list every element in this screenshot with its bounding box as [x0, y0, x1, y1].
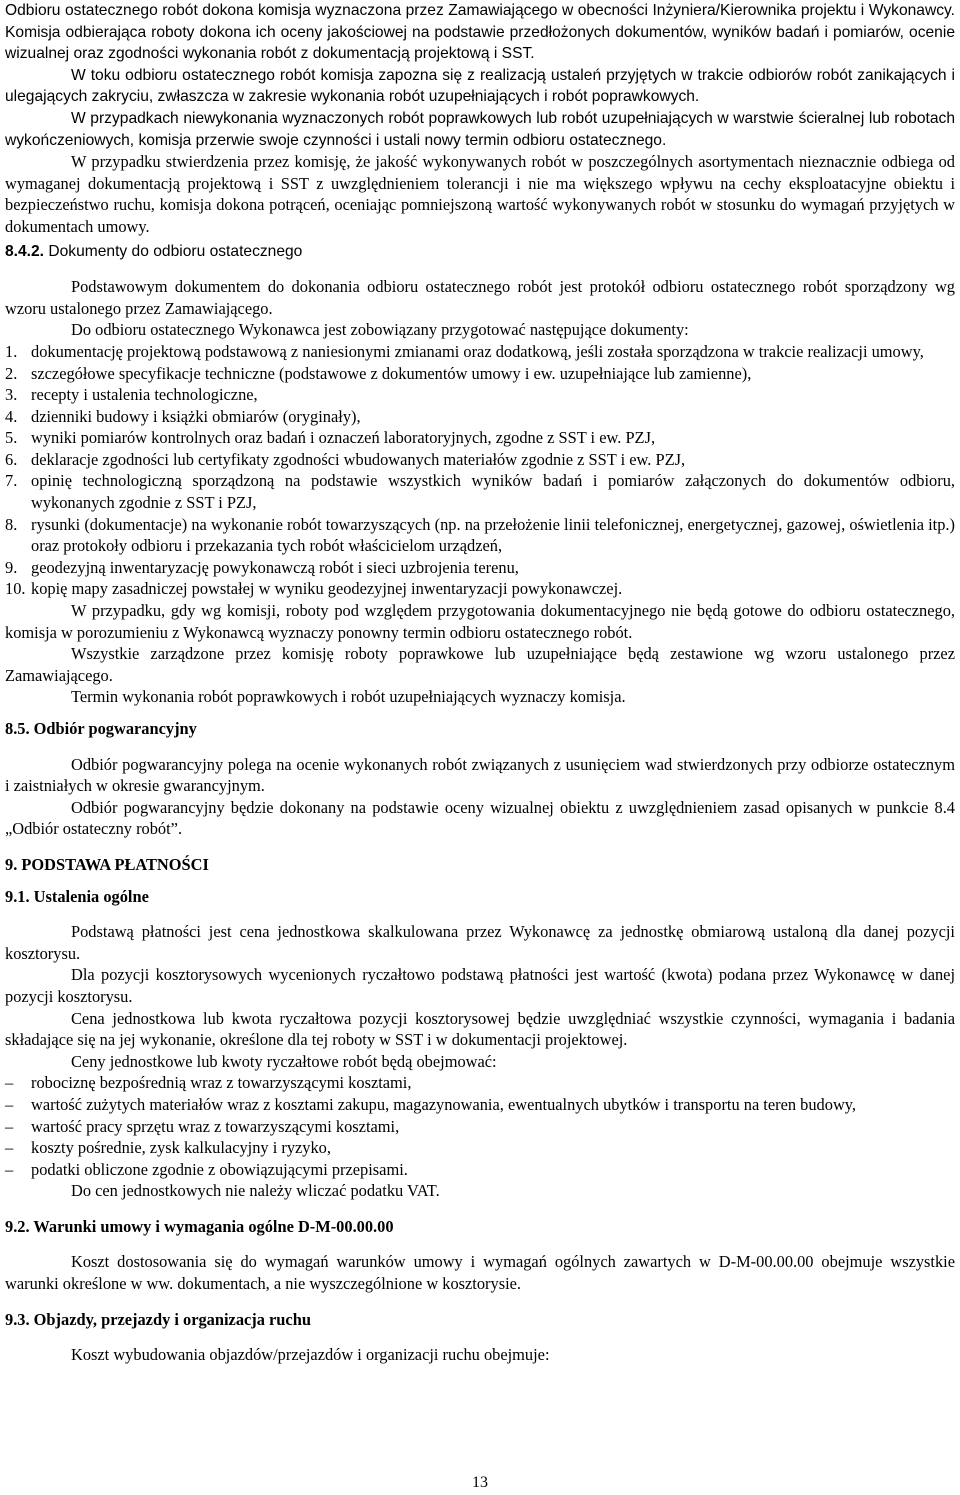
list-item: 5. wyniki pomiarów kontrolnych oraz badań i oznaczeń laboratoryjnych, zgodne z SST i ew. PZJ, [5, 428, 656, 448]
section-93-heading: 9.3. Objazdy, przejazdy i organizacja ruchu [5, 1309, 311, 1329]
list-item: 9. geodezyjną inwentaryzację powykonawczą robót i sieci uzbrojenia terenu, [5, 557, 519, 577]
paragraph-non-execution: W przypadkach niewykonania wyznaczonych robót poprawkowych lub robót uzupełniających w warstwie ścieralnej lub robotach wykończeniowych, komisja przerwie swoje czynności i ustali nowy termin odbioru ostatecznego. [5, 109, 955, 149]
documents-list [5, 341, 955, 600]
paragraph-protocol: Podstawowym dokumentem do dokonania odbioru ostatecznego robót jest protokół odbioru ostatecznego robót sporządzony wg wzoru ustalonego przez Zamawiającego. [5, 277, 955, 318]
list-item: – robociznę bezpośrednią wraz z towarzyszącymi kosztami, [5, 1073, 412, 1093]
paragraph-adaptation-cost: Koszt dostosowania się do wymagań warunków umowy i wymagań ogólnych zawartych w D-M-00.00.00 obejmuje wszystkie warunki określone w ww. dokumentach, a nie wyszczególnione w kosztorysie. [5, 1252, 955, 1294]
paragraph-warranty-2: Odbiór pogwarancyjny będzie dokonany na podstawie oceny wizualnej obiektu z uwzględnieniem zasad opisanych w punkcie 8.4 „Odbiór ostateczny robót”. [5, 797, 955, 839]
list-item: – koszty pośrednie, zysk kalkulacyjny i ryzyko, [5, 1138, 331, 1158]
list-item: 8. rysunki (dokumentacje) na wykonanie robót towarzyszących (np. na przełożenie linii telefonicznej, energetycznej, gazowej, oświetlenia itp.) oraz protokoły odbioru i przekazania tych robót właścicielom urządzeń, [5, 514, 955, 556]
paragraph-vat: Do cen jednostkowych nie należy wliczać podatku VAT. [71, 1181, 440, 1201]
paragraph-unit-price: Cena jednostkowa lub kwota ryczałtowa pozycji kosztorysowej będzie uwzględniać wszystkie czynności, wymagania i badania składające się na jej wykonanie, określone dla tej roboty w SST i w dokumentacji projektowej. [5, 1008, 955, 1050]
list-item: 1. dokumentację projektową podstawową z naniesionymi zmianami oraz dodatkową, jeśli została sporządzona w trakcie realizacji umowy, [5, 341, 924, 361]
section-842-heading: 8.4.2. Dokumenty do odbioru ostatecznego [5, 242, 303, 260]
page-number: 13 [472, 1474, 488, 1491]
section-9-heading: 9. PODSTAWA PŁATNOŚCI [5, 854, 209, 874]
paragraph-payment-basis: Podstawą płatności jest cena jednostkowa skalkulowana przez Wykonawcę za jednostkę obmiarową ustaloną dla danej pozycji kosztorysu. [5, 922, 955, 963]
paragraph-deadline: Termin wykonania robót poprawkowych i robót uzupełniających wyznaczy komisja. [71, 687, 626, 707]
paragraph-warranty-1: Odbiór pogwarancyjny polega na ocenie wykonanych robót związanych z usunięciem wad stwierdzonych przy odbiorze ostatecznym i zaistniałych w okresie gwarancyjnym. [5, 754, 955, 796]
list-item: 2. szczegółowe specyfikacje techniczne (podstawowe z dokumentów umowy i ew. uzupełniające lub zamienne), [5, 363, 752, 383]
document-page [5, 0, 955, 1366]
list-item: 3. recepty i ustalenia technologiczne, [5, 385, 258, 405]
section-91-heading: 9.1. Ustalenia ogólne [5, 886, 149, 906]
section-92-heading: 9.2. Warunki umowy i wymagania ogólne D-M-00.00.00 [5, 1216, 394, 1236]
paragraph-lump-sum: Dla pozycji kosztorysowych wycenionych ryczałtowo podstawą płatności jest wartość (kwota) podana przez Wykonawcę w danej pozycji kosztorysu. [5, 965, 955, 1006]
paragraph-corrective-works: Wszystkie zarządzone przez komisję roboty poprawkowe lub uzupełniające będą zestawione wg wzoru ustalonego przez Zamawiającego. [5, 644, 955, 685]
list-item: – wartość zużytych materiałów wraz z kosztami zakupu, magazynowania, ewentualnych ubytków i transportu na teren budowy, [5, 1094, 857, 1114]
list-item: 4. dzienniki budowy i książki obmiarów (oryginały), [5, 406, 361, 426]
list-item: – wartość pracy sprzętu wraz z towarzyszącymi kosztami, [5, 1116, 400, 1136]
paragraph-not-ready: W przypadku, gdy wg komisji, roboty pod względem przygotowania dokumentacyjnego nie będą gotowe do odbioru ostatecznego, komisja w porozumieniu z Wykonawcą wyznaczy ponowny termin odbioru ostatecznego robót. [5, 601, 955, 642]
list-item: 10. kopię mapy zasadniczej powstałej w wyniku geodezyjnej inwentaryzacji powykonawczej. [5, 579, 623, 599]
paragraph-detour-cost: Koszt wybudowania objazdów/przejazdów i organizacji ruchu obejmuje: [71, 1345, 550, 1365]
list-item: 7. opinię technologiczną sporządzoną na podstawie wszystkich wyników badań i pomiarów załączonych do dokumentów odbioru, wykonanych zgodnie z SST i PZJ, [5, 471, 955, 513]
cost-components-list [5, 1072, 955, 1180]
list-item: – podatki obliczone zgodnie z obowiązującymi przepisami. [5, 1159, 408, 1179]
section-85-heading: 8.5. Odbiór pogwarancyjny [5, 719, 197, 738]
paragraph-commission: Odbioru ostatecznego robót dokona komisja wyznaczona przez Zamawiającego w obecności Inżyniera/Kierownika projektu i Wykonawcy. Komisja odbierająca roboty dokona ich oceny jakościowej na podstawie przedłożonych dokumentów, wyników badań i pomiarów, ocenie wizualnej oraz zgodności wykonania robót z dokumentacją projektową i SST. [5, 2, 955, 63]
paragraph-prices-include: Ceny jednostkowe lub kwoty ryczałtowe robót będą obejmować: [71, 1051, 497, 1071]
paragraph-quality-deviation: W przypadku stwierdzenia przez komisję, że jakość wykonywanych robót w poszczególnych asortymentach nieznacznie odbiega od wymaganej dokumentacją projektową i SST z uwzględnieniem tolerancji i nie ma większego wpływu na cechy eksploatacyjne obiektu i bezpieczeństwo ruchu, komisja dokona potrąceń, oceniając pomniejszoną wartość wykonywanych robót w stosunku do wymagań przyjętych w dokumentach umowy. [5, 152, 955, 236]
paragraph-review-course: W toku odbioru ostatecznego robót komisja zapozna się z realizacją ustaleń przyjętych w trakcie odbiorów robót zanikających i ulegających zakryciu, zwłaszcza w zakresie wykonania robót uzupełniających i robót poprawkowych. [5, 66, 955, 106]
paragraph-documents-intro: Do odbioru ostatecznego Wykonawca jest zobowiązany przygotować następujące dokumenty: [71, 320, 689, 340]
list-item: 6. deklaracje zgodności lub certyfikaty zgodności wbudowanych materiałów zgodnie z SST i ew. PZJ, [5, 449, 686, 469]
